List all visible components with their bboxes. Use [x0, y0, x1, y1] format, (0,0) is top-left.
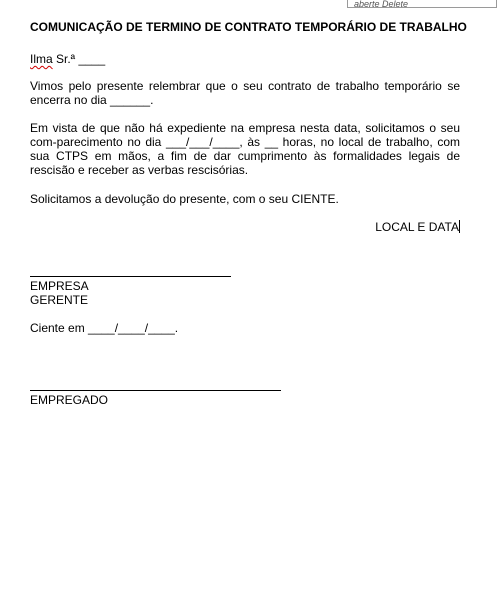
local-date — [375, 220, 460, 234]
employee-label: EMPREGADO — [30, 393, 109, 407]
document-title: COMUNICAÇÃO DE TERMINO DE CONTRATO TEMPORÁRIO DE TRABALHO — [30, 20, 467, 34]
salutation-rest: Sr.ª ____ — [52, 52, 106, 66]
company-signature-line — [30, 276, 231, 277]
company-label: EMPRESA — [30, 279, 89, 293]
salutation — [30, 52, 460, 66]
salutation-name[interactable]: Ilma — [30, 52, 53, 66]
comment-balloon[interactable] — [347, 0, 497, 8]
comment-text: aberte Delete — [354, 0, 409, 8]
employee-signature-line — [30, 390, 281, 391]
paragraph-return: Solicitamos a devolução do presente, com o seu CIENTE. — [30, 192, 339, 206]
text-cursor — [459, 220, 460, 233]
acknowledgement-date: Ciente em ____/____/____. — [30, 321, 179, 335]
paragraph-attendance: Em vista de que não há expediente na empresa nesta data, solicitamos o seu com-parecimento no dia ___/___/____, às __ horas, no local de trabalho, com sua CTPS em mãos, a fim de dar cumprimento às formalidades legais de rescisão e receber as verbas rescisórias. — [30, 121, 460, 177]
manager-label: GERENTE — [30, 293, 89, 307]
paragraph-contract-end: Vimos pelo presente relembrar que o seu contrato de trabalho temporário se encerra no dia ______. — [30, 79, 460, 107]
local-date-text: LOCAL E DATA — [375, 220, 459, 234]
